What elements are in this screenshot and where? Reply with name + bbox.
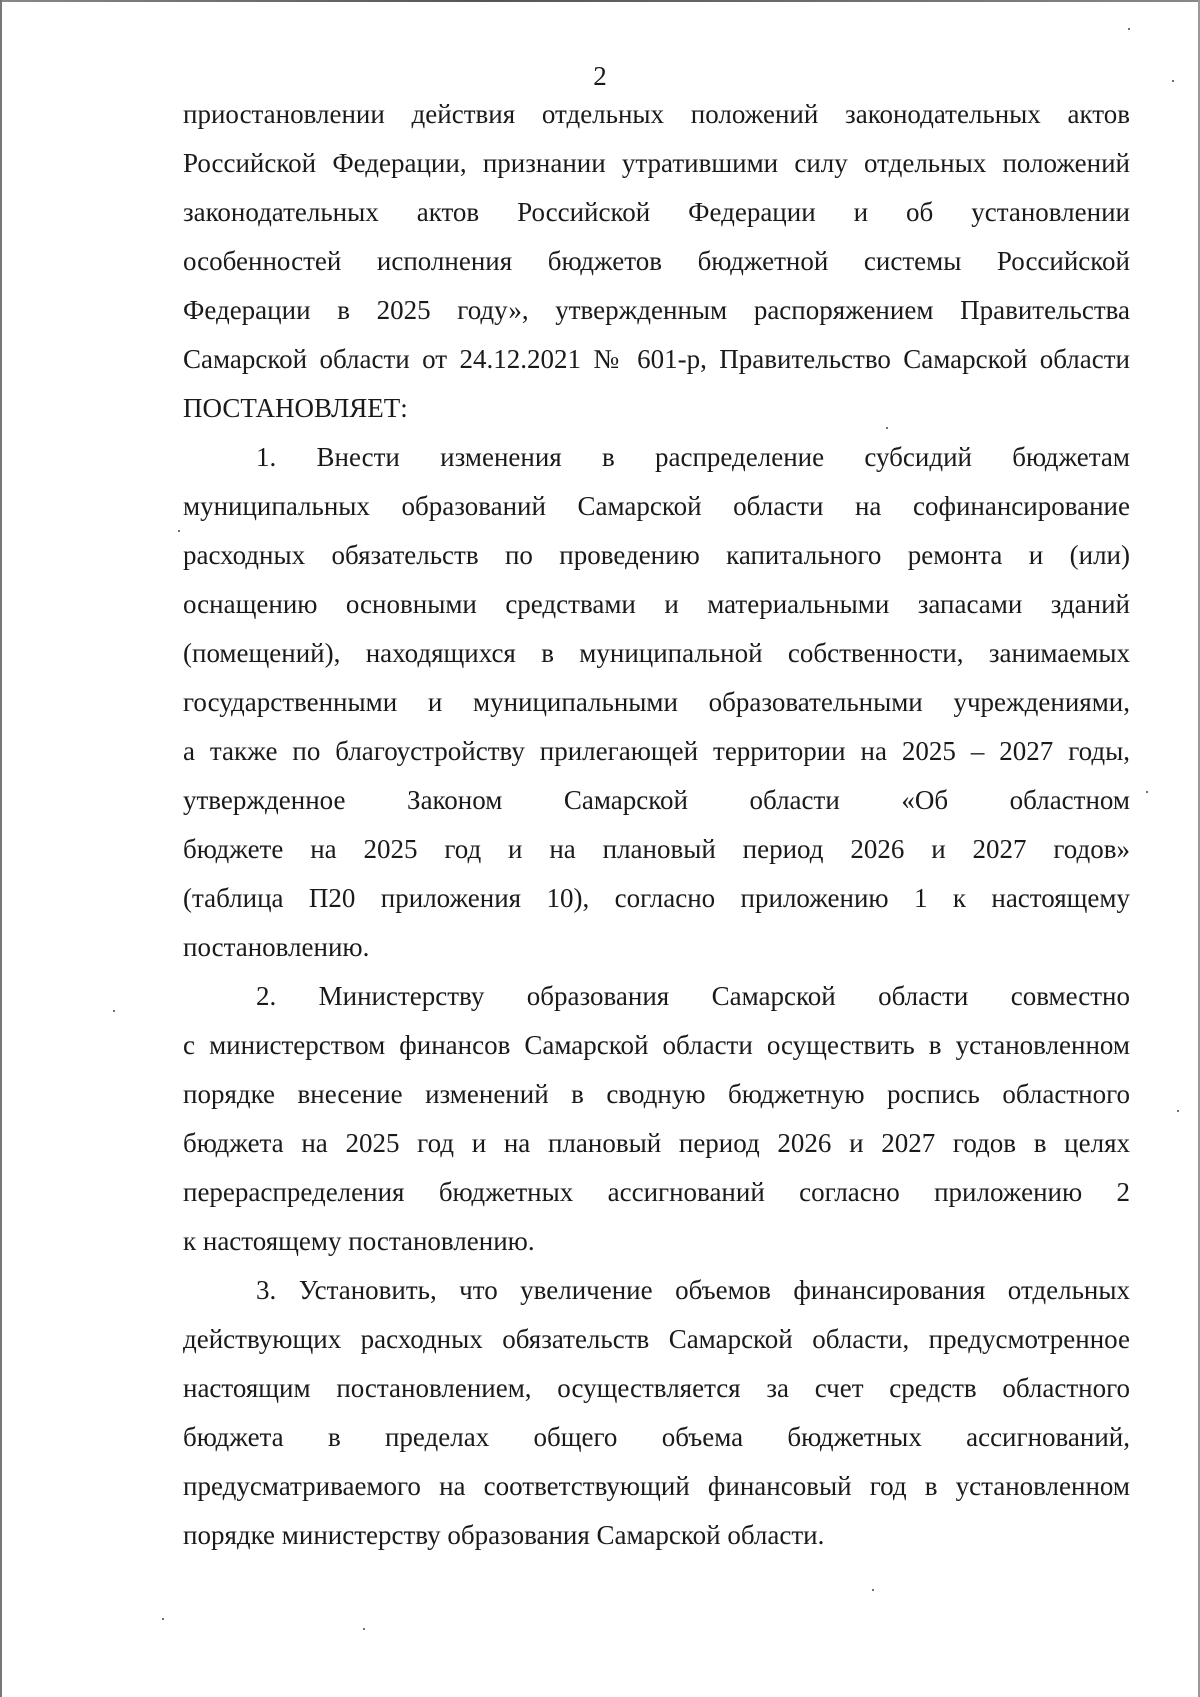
text-line: государственными и муниципальными образовательными учреждениями, [183, 687, 1130, 717]
scan-speck [1146, 791, 1148, 793]
text-line: действующих расходных обязательств Самарской области, предусмотренное [183, 1324, 1130, 1354]
text-line: порядке внесение изменений в сводную бюджетную роспись областного [183, 1079, 1130, 1109]
scan-speck [1128, 28, 1130, 30]
text-line: Российской Федерации, признании утратившими силу отдельных положений [183, 148, 1130, 178]
text-line: законодательных актов Российской Федерации и об установлении [183, 197, 1130, 227]
text-line: перераспределения бюджетных ассигнований согласно приложению 2 [183, 1177, 1130, 1207]
scan-edge-left [0, 0, 2, 1697]
text-line: предусматриваемого на соответствующий финансовый год в установленном [183, 1471, 1130, 1501]
text-line: постановлению. [183, 932, 370, 962]
text-line: (помещений), находящихся в муниципальной собственности, занимаемых [183, 638, 1130, 668]
text-line: ПОСТАНОВЛЯЕТ: [183, 393, 408, 423]
text-line: бюджета на 2025 год и на плановый период 2026 и 2027 годов в целях [183, 1128, 1130, 1158]
scan-speck [178, 530, 180, 532]
scan-speck [363, 1628, 365, 1630]
text-line: утвержденное Законом Самарской области «Об областном [183, 785, 1130, 815]
text-line: расходных обязательств по проведению капитального ремонта и (или) [183, 540, 1130, 570]
text-line: 3. Установить, что увеличение объемов финансирования отдельных [256, 1275, 1130, 1305]
text-line: Федерации в 2025 году», утвержденным распоряжением Правительства [183, 295, 1130, 325]
item-2-paragraph [183, 972, 1130, 1266]
text-line: приостановлении действия отдельных положений законодательных актов [183, 99, 1130, 129]
text-line: 2. Министерству образования Самарской области совместно [256, 981, 1130, 1011]
scan-speck [1177, 1110, 1179, 1112]
text-line: порядке министерству образования Самарской области. [183, 1520, 825, 1550]
text-line: с министерством финансов Самарской области осуществить в установленном [183, 1030, 1130, 1060]
scan-speck [162, 1618, 164, 1620]
scan-edge-top [0, 0, 1200, 2]
text-line: 1. Внести изменения в распределение субсидий бюджетам [256, 442, 1130, 472]
text-line: (таблица П20 приложения 10), согласно приложению 1 к настоящему [183, 883, 1130, 913]
item-3-paragraph [183, 1266, 1130, 1560]
text-line: бюджете на 2025 год и на плановый период 2026 и 2027 годов» [183, 834, 1130, 864]
text-line: особенностей исполнения бюджетов бюджетной системы Российской [183, 246, 1130, 276]
intro-paragraph [183, 90, 1130, 433]
text-line: настоящим постановлением, осуществляется за счет средств областного [183, 1373, 1130, 1403]
page-number: 2 [593, 61, 607, 91]
item-1-paragraph [183, 433, 1130, 972]
text-line: Самарской области от 24.12.2021 № 601-р, Правительство Самарской области [183, 344, 1130, 374]
text-line: а также по благоустройству прилегающей территории на 2025 – 2027 годы, [183, 736, 1130, 766]
text-line: бюджета в пределах общего объема бюджетных ассигнований, [183, 1422, 1130, 1452]
scan-speck [872, 1589, 874, 1591]
text-line: оснащению основными средствами и материальными запасами зданий [183, 589, 1130, 619]
text-line: к настоящему постановлению. [183, 1226, 535, 1256]
scan-speck [113, 1010, 115, 1012]
text-line: муниципальных образований Самарской области на софинансирование [183, 491, 1130, 521]
document-body [183, 90, 1130, 1560]
